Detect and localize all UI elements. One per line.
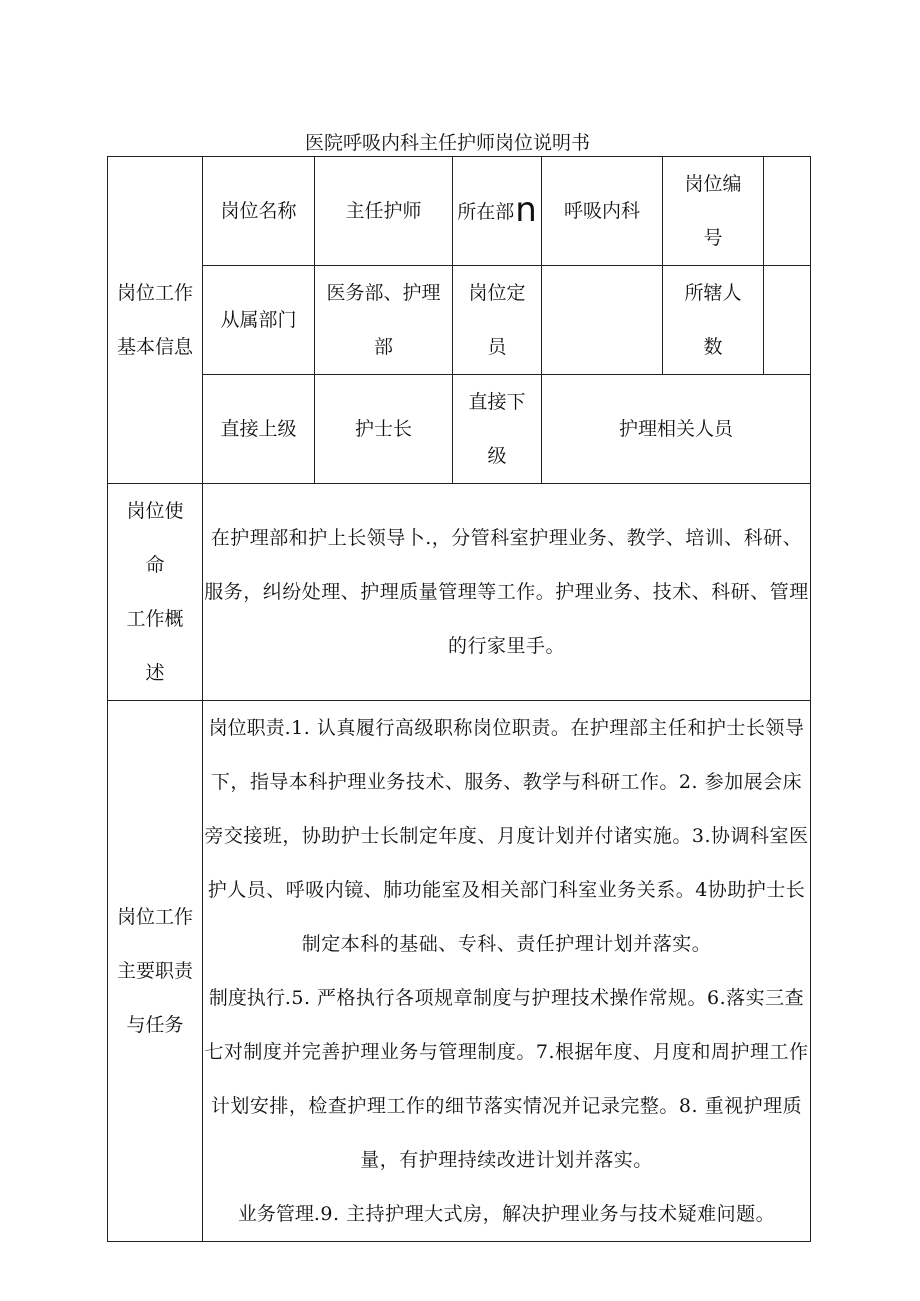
department-label: 所在部n [453, 157, 542, 266]
duty-paragraph: 制度执行.5. 严格执行各项规章制度与护理技术操作常规。6.落实三查七对制度并完善护理业务与管理制度。7.根据年度、月度和周护理工作计划安排，检查护理工作的细节落实情况并记录完整。8. 重视护理质量，有护理持续改进计划并落实。 [204, 987, 809, 1171]
mission-label: 岗位使 命 工作概 述 [108, 484, 203, 701]
subordinates-label: 所辖人 数 [663, 266, 764, 375]
affiliated-dept-label: 从属部门 [203, 266, 315, 375]
duties-label: 岗位工作 主要职责 与任务 [108, 701, 203, 1242]
mission-text: 在护理部和护上长领导卜.，分管科室护理业务、教学、培训、科研、服务，纠纷处理、护理质量管理等工作。护理业务、技术、科研、管理的行家里手。 [203, 484, 811, 701]
post-name-value: 主任护师 [315, 157, 453, 266]
table-row [108, 266, 811, 375]
table-row [108, 701, 811, 1242]
post-number-label: 岗位编 号 [663, 157, 764, 266]
duty-heading: 制度执行 [208, 987, 285, 1009]
table-row [108, 375, 811, 484]
basic-info-section-label: 岗位工作 基本信息 [108, 157, 203, 484]
duty-paragraph: 业务管理.9. 主持护理大式房，解决护理业务与技术疑难问题。 [237, 1203, 776, 1225]
direct-subordinate-label: 直接下 级 [453, 375, 542, 484]
duty-heading: 岗位职责 [208, 717, 285, 739]
direct-subordinate-value: 护理相关人员 [542, 375, 811, 484]
post-number-value [764, 157, 811, 266]
superior-label: 直接上级 [203, 375, 315, 484]
affiliated-dept-value: 医务部、护理 部 [315, 266, 453, 375]
page-title: 医院呼吸内科主任护师岗位说明书 [304, 132, 590, 154]
table-row [108, 484, 811, 701]
duty-heading: 业务管理 [237, 1203, 314, 1225]
duty-paragraph: 岗位职责.1. 认真履行高级职称岗位职责。在护理部主任和护士长领导下，指导本科护理业务技术、服务、教学与科研工作。2. 参加展会床旁交接班，协助护士长制定年度、月度计划并付诸实施。3.协调科室医护人员、呼吸内镜、肺功能室及相关部门科室业务关系。4协助护士长制定本科的基础、专科、责任护理计划并落实。 [204, 717, 809, 955]
table-row [108, 157, 811, 266]
job-description-table [107, 156, 811, 1242]
superior-value: 护士长 [315, 375, 453, 484]
quota-label: 岗位定 员 [453, 266, 542, 375]
subordinates-value [764, 266, 811, 375]
duties-text [203, 701, 811, 1242]
department-value: 呼吸内科 [542, 157, 663, 266]
quota-value [542, 266, 663, 375]
post-name-label: 岗位名称 [203, 157, 315, 266]
